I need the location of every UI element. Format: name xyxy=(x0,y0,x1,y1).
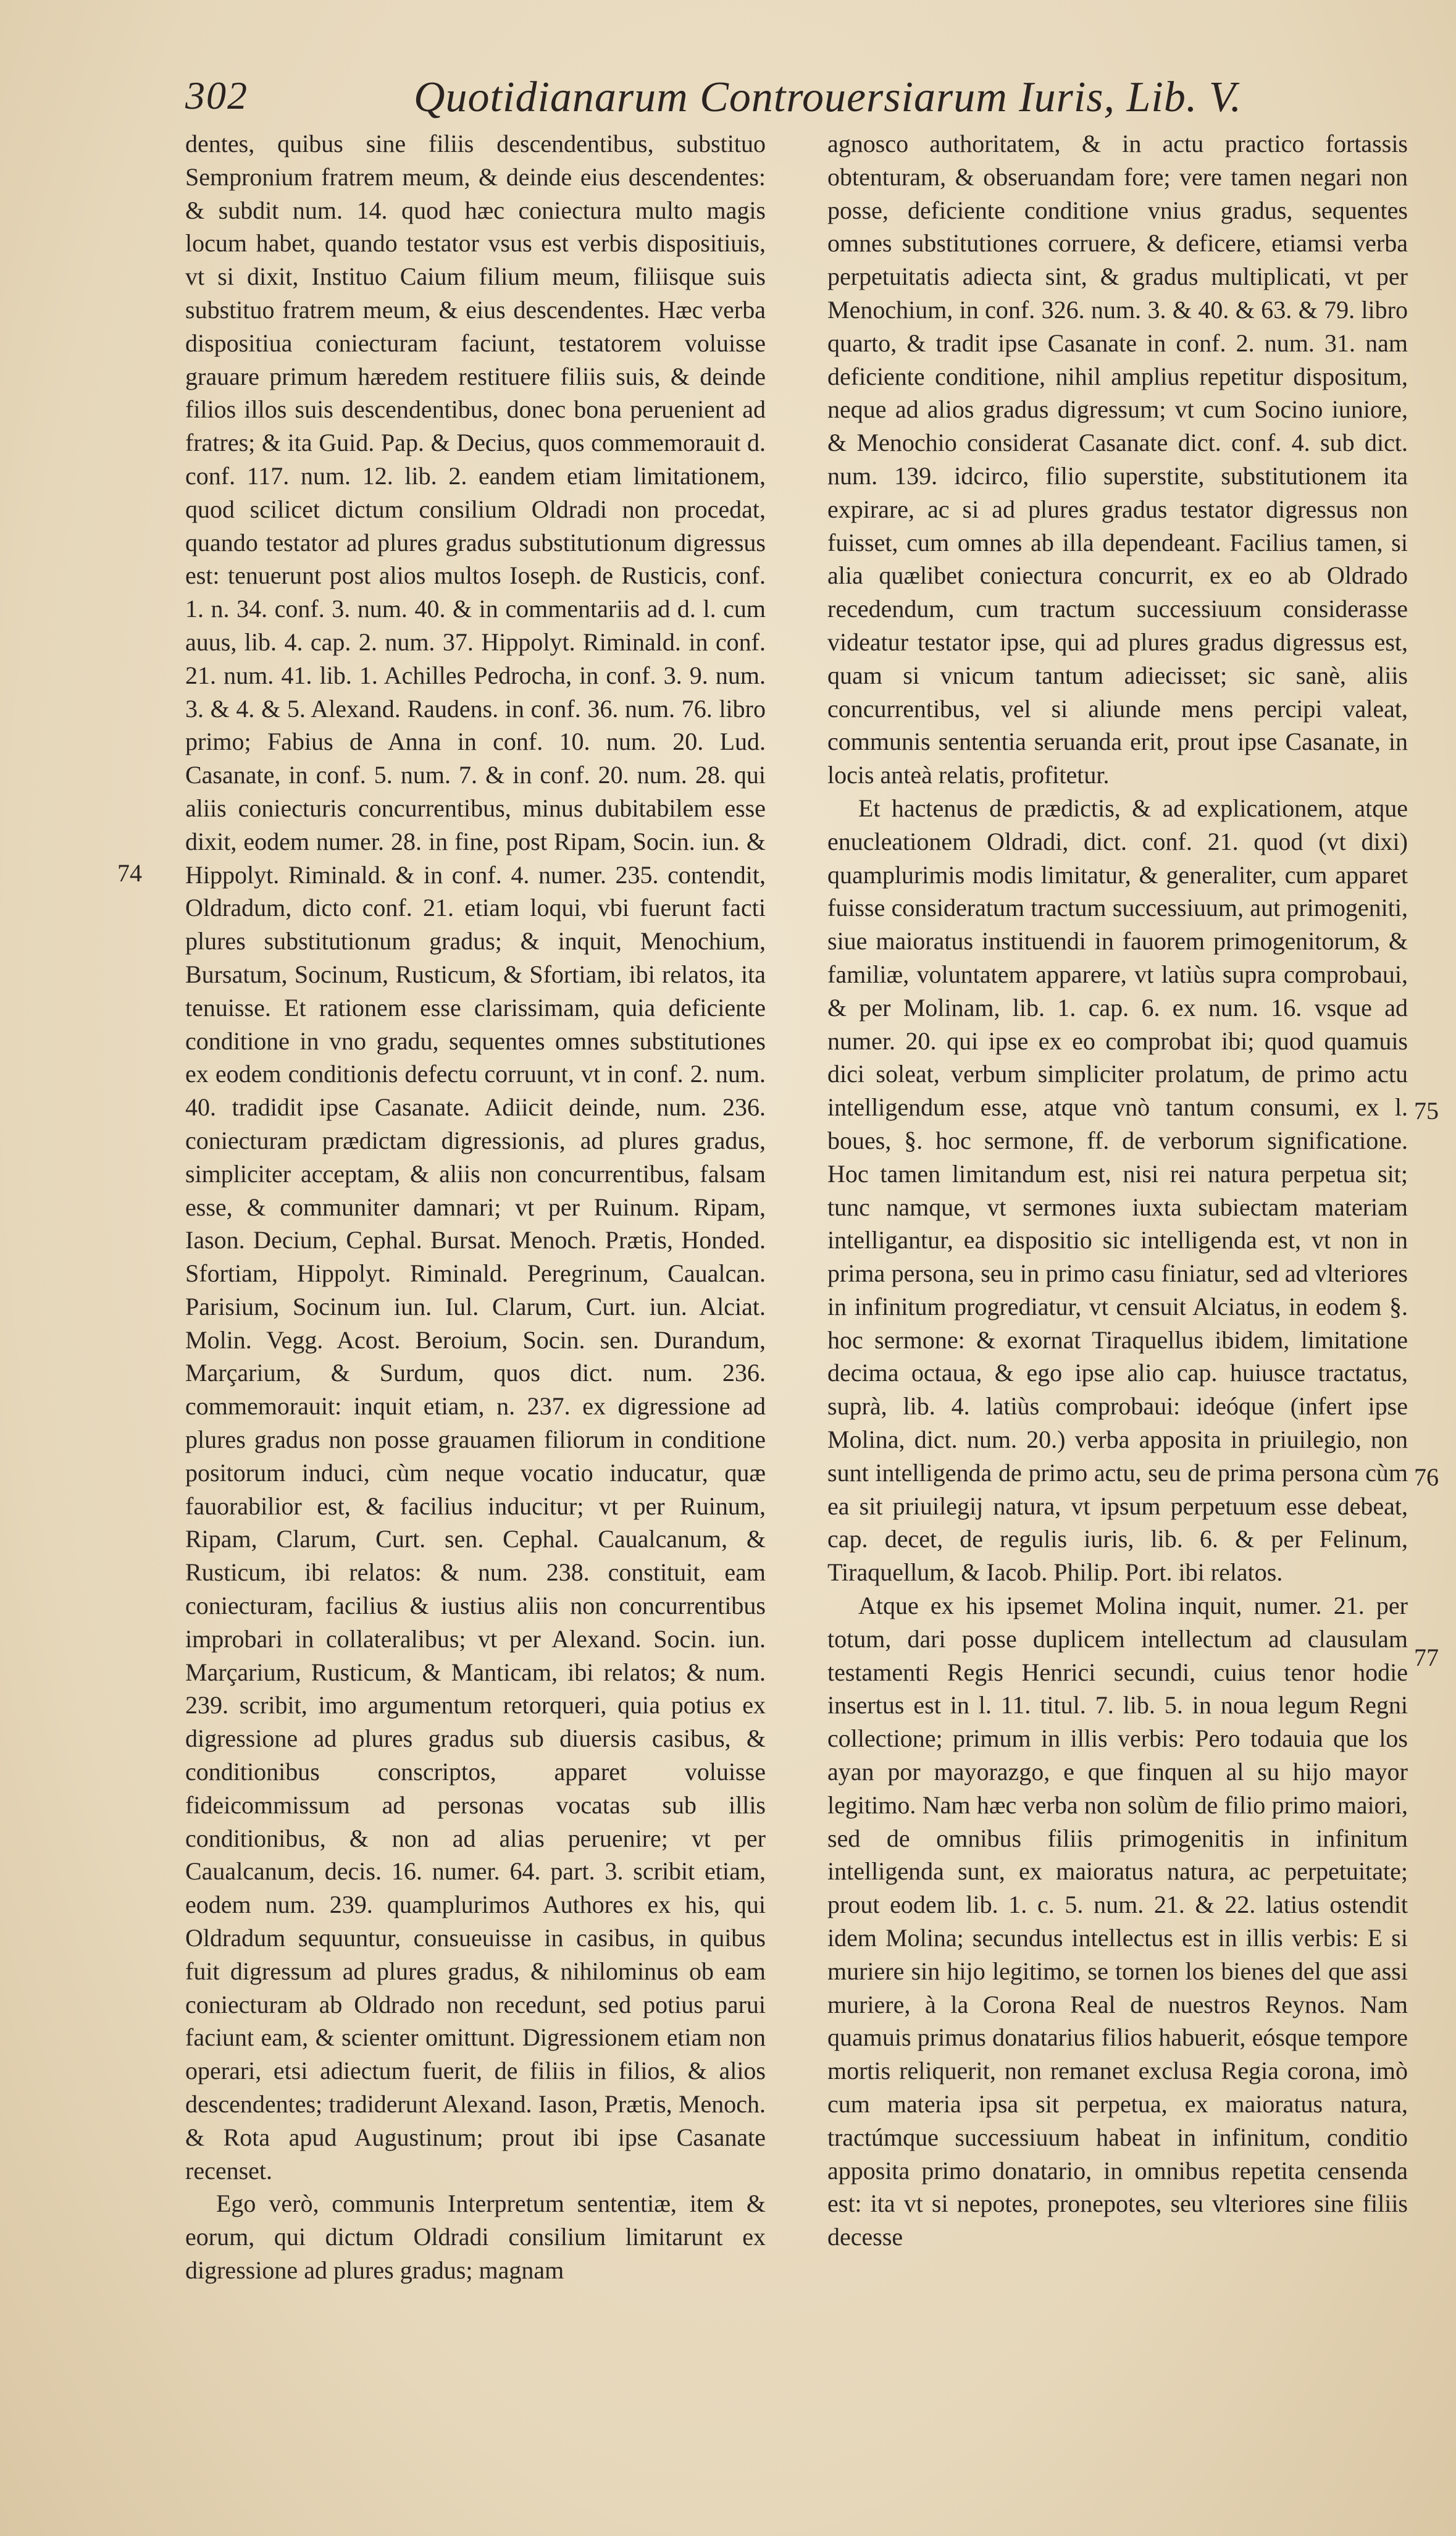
running-title: Quotidianarum Controuersiarum Iuris, Lib. V. xyxy=(414,73,1242,121)
left-column xyxy=(185,127,766,2351)
left-paragraph-1: dentes, quibus sine filiis descendentibus, substituo Sempronium fratrem meum, & deinde eius descendentes: & subdit num. 14. quod hæc coniectura multo magis locum habet, quando testator vsus est verbis dispositiuis, vt si dixit, Instituo Caium filium meum, filiisque suis substituo fratrem meum, & eius descendentes. Hæc verba dispositiua coniecturam faciunt, testatorem voluisse grauare primum hæredem restituere filiis suis, & deinde filios illos suis descendentibus, donec bona peruenient ad fratres; & ita Guid. Pap. & Decius, quos commemorauit d. conf. 117. num. 12. lib. 2. eandem etiam limitationem, quod scilicet dictum consilium Oldradi non procedat, quando testator ad plures gradus substitutionum digressus est: tenuerunt post alios multos Ioseph. de Rusticis, conf. 1. n. 34. conf. 3. num. 40. & in commentariis ad d. l. cum auus, lib. 4. cap. 2. num. 37. Hippolyt. Riminald. in conf. 21. num. 41. lib. 1. Achilles Pedrocha, in conf. 3. 9. num. 3. & 4. & 5. Alexand. Raudens. in conf. 36. num. 76. libro primo; Fabius de Anna in conf. 10. num. 20. Lud. Casanate, in conf. 5. num. 7. & in conf. 20. num. 28. qui aliis coniecturis concurrentibus, minus dubitabilem esse dixit, eodem numer. 28. in fine, post Ripam, Socin. iun. & Hippolyt. Riminald. & in conf. 4. numer. 235. contendit, Oldradum, dicto conf. 21. etiam loqui, vbi fuerunt facti plures substitutionum gradus; & inquit, Menochium, Bursatum, Socinum, Rusticum, & Sfortiam, ibi relatos, ita tenuisse. Et rationem esse clarissimam, quia deficiente conditione in vno gradu, sequentes omnes substitutiones ex eodem conditionis defectu corruunt, vt in conf. 2. num. 40. tradidit ipse Casanate. Adiicit deinde, num. 236. coniecturam prædictam digressionis, ad plures gradus, simpliciter acceptam, & aliis non concurrentibus, falsam esse, & communiter damnari; vt per Ruinum. Ripam, Iason. Decium, Cephal. Bursat. Menoch. Prætis, Honded. Sfortiam, Hippolyt. Riminald. Peregrinum, Caualcan. Parisium, Socinum iun. Iul. Clarum, Curt. iun. Alciat. Molin. Vegg. Acost. Beroium, Socin. sen. Durandum, Marçarium, & Surdum, quos dict. num. 236. commemorauit: inquit etiam, n. 237. ex digressione ad plures gradus non posse grauamen filiorum in conditione positorum induci, cùm neque vocatio inducatur, quæ fauorabilior est, & facilius inducitur; vt per Ruinum, Ripam, Clarum, Curt. sen. Cephal. Caualcanum, & Rusticum, ibi relatos: & num. 238. constituit, eam coniecturam, facilius & iustius aliis non concurrentibus improbari in collateralibus; vt per Alexand. Socin. iun. Marçarium, Rusticum, & Manticam, ibi relatos; & num. 239. scribit, imo argumentum retorqueri, quia potius ex digressione ad plures gradus sub diuersis casibus, & conditionibus conscriptos, apparet voluisse fideicommissum ad personas vocatas sub illis conditionibus, & non ad alias peruenire; vt per Caualcanum, decis. 16. numer. 64. part. 3. scribit etiam, eodem num. 239. quamplurimos Authores ex his, qui Oldradum sequuntur, consueuisse in casibus, in quibus fuit digressum ad plures gradus, & nihilominus ob eam coniecturam ab Oldrado non recedunt, sed potius parui faciunt eam, & scienter omittunt. Digressionem etiam non operari, etsi adiectum fuerit, de filiis in filios, & alios descendentes; tradiderunt Alexand. Iason, Prætis, Menoch. & Rota apud Augustinum; prout ibi ipse Casanate recenset. xyxy=(185,130,766,2185)
margin-number-75: 75 xyxy=(1414,1097,1439,1125)
margin-number-76: 76 xyxy=(1414,1463,1439,1491)
right-column xyxy=(827,127,1408,2493)
right-paragraph-2: Et hactenus de prædictis, & ad explicationem, atque enucleationem Oldradi, dict. conf. 21. quod (vt dixi) quamplurimis modis limitatur, & generaliter, cum apparet fuisse consideratum tractum successiuum, aut primogeniti, siue maioratus instituendi in fauorem primogenitorum, & familiæ, voluntatem apparere, vt latiùs supra comprobaui, & per Molinam, lib. 1. cap. 6. ex num. 16. vsque ad numer. 20. qui ipse ex eo comprobat ibi; quod quamuis dici soleat, verbum simpliciter prolatum, de primo actu intelligendum esse, atque vnò tantum consumi, ex l. boues, §. hoc sermone, ff. de verborum significatione. Hoc tamen limitandum est, nisi rei natura perpetua sit; tunc namque, vt sermones iuxta subiectam materiam intelligantur, ea dispositio sic intelligenda est, vt non in prima persona, seu in primo casu finiatur, sed ad vlteriores in infinitum progrediatur, vt censuit Alciatus, in eodem §. hoc sermone: & exornat Tiraquellus ibidem, limitatione decima octaua, & ego ipse alio cap. huiusce tractatus, suprà, lib. 4. latiùs comprobaui: ideóque (infert ipse Molina, dict. num. 20.) verba apposita in priuilegio, non sunt intelligenda de primo actu, seu de prima persona cùm ea sit priuilegij natura, vt ipsum perpetuum esse debeat, cap. decet, de regulis iuris, lib. 6. & per Felinum, Tiraquellum, & Iacob. Philip. Port. ibi relatos. xyxy=(827,794,1408,1587)
page-number: 302 xyxy=(185,73,248,117)
right-paragraph-3: Atque ex his ipsemet Molina inquit, numer. 21. per totum, dari posse duplicem intellectum ad clausulam testamenti Regis Henrici secundi, cuius tenor hodie insertus est in l. 11. titul. 7. lib. 5. in noua legum Regni collectione; primum in illis verbis: Pero todauia que los ayan por mayorazgo, e que finquen al su hijo mayor legitimo. Nam hæc verba non solùm de filio primo maiori, sed de omnibus filiis primogenitis in infinitum intelligenda sunt, ex maioratus natura, ac perpetuitate; prout eodem lib. 1. c. 5. num. 21. & 22. latius ostendit idem Molina; secundus intellectus est in illis verbis: E si muriere sin hijo legitimo, se tornen los bienes del que assi muriere, à la Corona Real de nuestros Reynos. Nam quamuis primus donatarius filios habuerit, eósque tempore mortis reliquerit, non remanet exclusa Regia corona, imò cum materia ipsa sit perpetua, ex maioratus natura, tractúmque successiuum habeat in infinitum, conditio apposita primo donatario, in omnibus repetita censenda est: ita vt si nepotes, pronepotes, seu vlteriores sine filiis decesse xyxy=(827,1592,1408,2251)
margin-number-77: 77 xyxy=(1414,1644,1439,1671)
right-paragraph-1: agnosco authoritatem, & in actu practico fortassis obtenturam, & obseruandam fore; vere tamen negari non posse, deficiente conditione vnius gradus, sequentes omnes substitutiones corruere, & deficere, etiamsi verba perpetuitatis adiecta sint, & gradus multiplicati, vt per Menochium, in conf. 326. num. 3. & 40. & 63. & 79. libro quarto, & tradit ipse Casanate in conf. 2. num. 31. nam deficiente conditione, nihil amplius repetitur dispositum, neque ad alios gradus digressum; vt cum Socino iuniore, & Menochio considerat Casanate dict. conf. 4. sub dict. num. 139. idcirco, filio superstite, substitutionem ita expirare, ac si ad plures gradus testator digressus non fuisset, cum omnes ab illa dependeant. Facilius tamen, si alia quælibet coniectura concurrit, ex eo ab Oldrado recedendum, cum tractum successiuum considerasse videatur testator ipse, qui ad plures gradus digressus est, quam si vnicum tantum adiecisset; sic sanè, aliis concurrentibus, vel si aliunde mens percipi valeat, communis sententia seruanda erit, prout ipse Casanate, in locis anteà relatis, profitetur. xyxy=(827,130,1408,789)
margin-number-74: 74 xyxy=(117,859,142,887)
page-header xyxy=(185,73,1408,128)
left-paragraph-2: Ego verò, communis Interpretum sententiæ, item & eorum, qui dictum Oldradi consilium limitarunt ex digressione ad plures gradus; magnam xyxy=(185,2190,766,2284)
